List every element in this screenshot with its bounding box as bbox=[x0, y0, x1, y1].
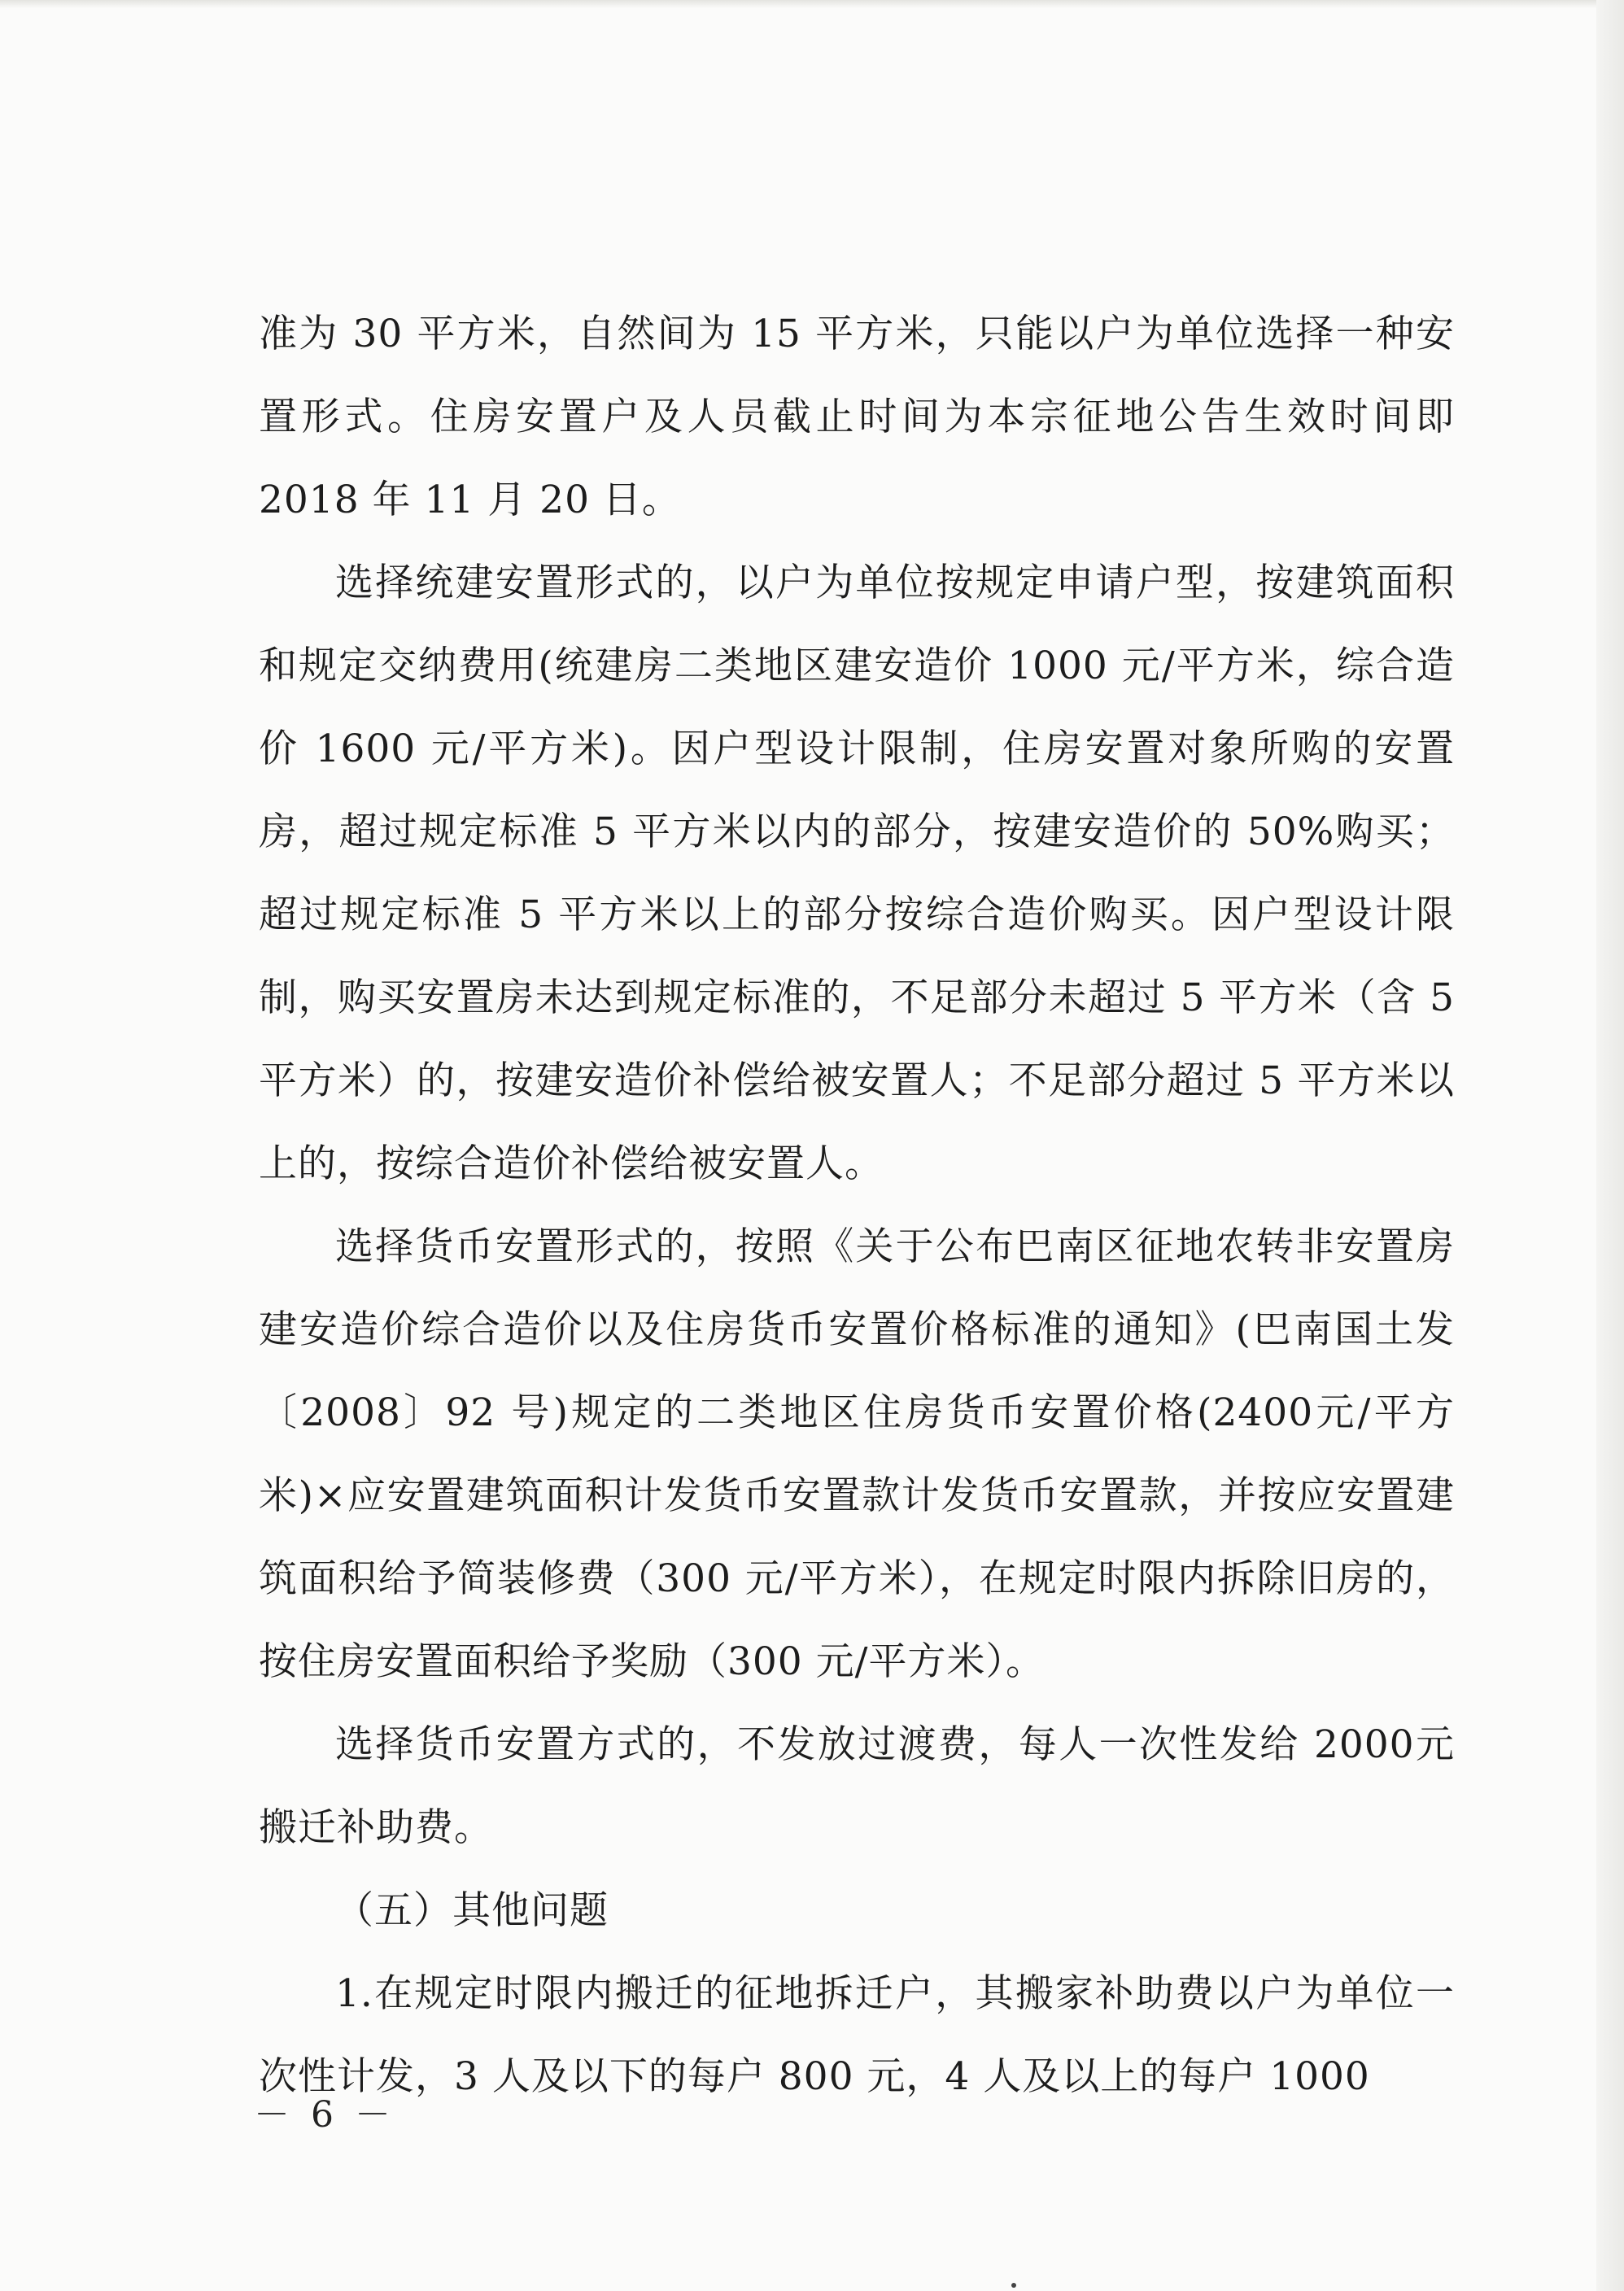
paragraph-unified-construction: 选择统建安置形式的，以户为单位按规定申请户型，按建筑面积和规定交纳费用(统建房二类地区建安造价 1000 元/平方米，综合造价 1600 元/平方米)。因户型设计限制，住房安置对象所购的安置房，超过规定标准 5 平方米以内的部分，按建安造价的 50%购买；超过规定标准 5 平方米以上的部分按综合造价购买。因户型设计限制，购买安置房未达到规定标准的，不足部分未超过 5 平方米（含 5 平方米）的，按建安造价补偿给被安置人；不足部分超过 5 平方米以上的，按综合造价补偿给被安置人。 bbox=[259, 561, 1455, 1186]
page-number: － 6 － bbox=[254, 2094, 395, 2136]
scan-shadow-right bbox=[1596, 0, 1624, 2291]
document-body bbox=[259, 293, 1455, 2119]
scan-speck bbox=[1011, 2283, 1016, 2288]
scan-shadow-top bbox=[0, 0, 1624, 8]
paragraph-standard-continued: 准为 30 平方米，自然间为 15 平方米，只能以户为单位选择一种安置形式。住房安置户及人员截止时间为本宗征地公告生效时间即 2018 年 11 月 20 日。 bbox=[259, 312, 1455, 522]
paragraph-monetary-resettlement: 选择货币安置形式的，按照《关于公布巴南区征地农转非安置房建安造价综合造价以及住房货币安置价格标准的通知》(巴南国土发〔2008〕92 号)规定的二类地区住房货币安置价格(2400元/平方米)×应安置建筑面积计发货币安置款计发货币安置款，并按应安置建筑面积给予简装修费（300 元/平方米），在规定时限内拆除旧房的，按住房安置面积给予奖励（300 元/平方米）。 bbox=[259, 1224, 1455, 1684]
section-heading-other-issues: （五）其他问题 bbox=[335, 1888, 609, 1933]
paragraph-relocation-subsidy: 选择货币安置方式的，不发放过渡费，每人一次性发给 2000元搬迁补助费。 bbox=[259, 1722, 1455, 1850]
paragraph-moving-subsidy: 1.在规定时限内搬迁的征地拆迁户，其搬家补助费以户为单位一次性计发，3 人及以下的每户 800 元，4 人及以上的每户 1000 bbox=[259, 1971, 1455, 2099]
